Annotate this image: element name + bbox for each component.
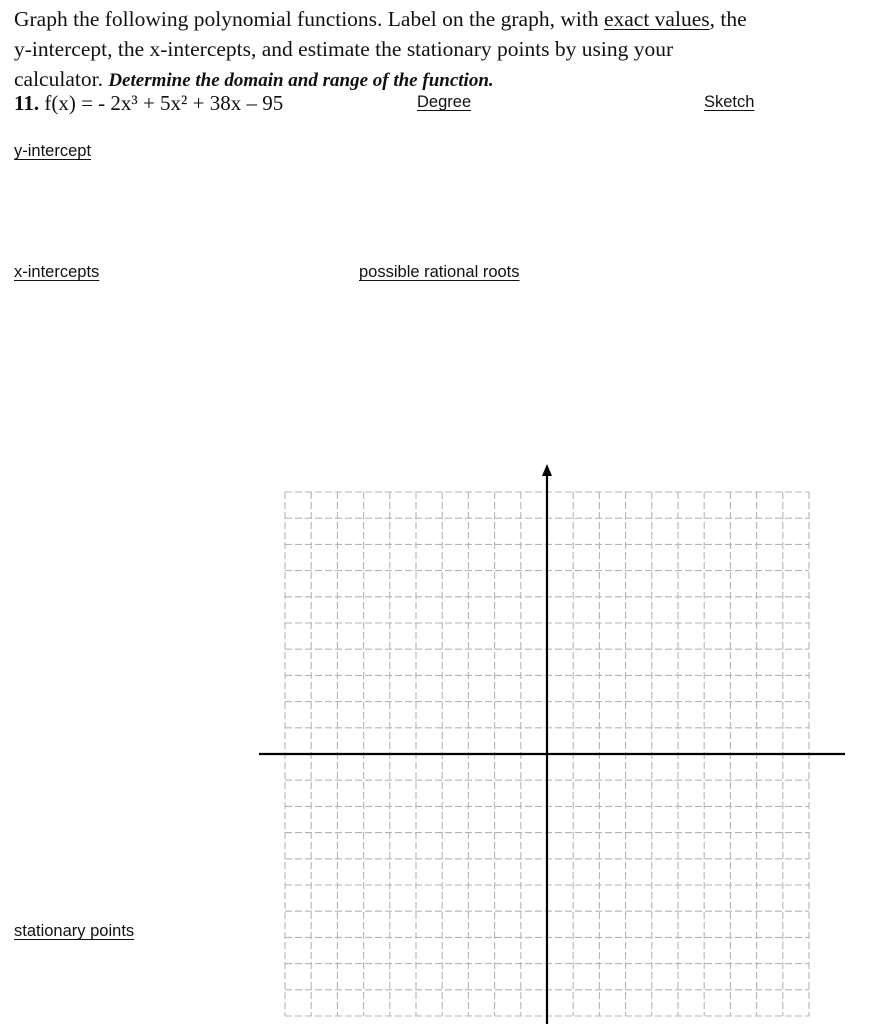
problem-equation: f(x) = - 2x³ + 5x² + 38x – 95 xyxy=(39,91,284,115)
coordinate-grid[interactable] xyxy=(255,462,845,1024)
instructions-line-2: y-intercept, the x-intercepts, and estimate the stationary points by using your xyxy=(14,37,674,61)
instructions xyxy=(14,4,874,96)
instructions-text: Graph the following polynomial functions. Label on the graph, with xyxy=(14,7,604,31)
instructions-line-1 xyxy=(14,4,874,34)
y-axis-arrow-icon xyxy=(542,464,552,476)
instructions-text: calculator. xyxy=(14,67,109,91)
exact-values-emphasis: exact values xyxy=(603,7,710,31)
y-intercept-label: y-intercept xyxy=(14,142,92,160)
sketch-label: Sketch xyxy=(704,93,755,111)
x-intercepts-label: x-intercepts xyxy=(14,263,100,281)
problem-statement xyxy=(14,90,283,116)
stationary-points-label: stationary points xyxy=(14,922,135,940)
domain-range-directive: Determine the domain and range of the function. xyxy=(108,70,494,91)
instructions-text: , the xyxy=(709,7,747,31)
problem-number: 11. xyxy=(14,91,40,115)
degree-label: Degree xyxy=(417,93,472,111)
possible-rational-roots-label: possible rational roots xyxy=(359,263,520,281)
